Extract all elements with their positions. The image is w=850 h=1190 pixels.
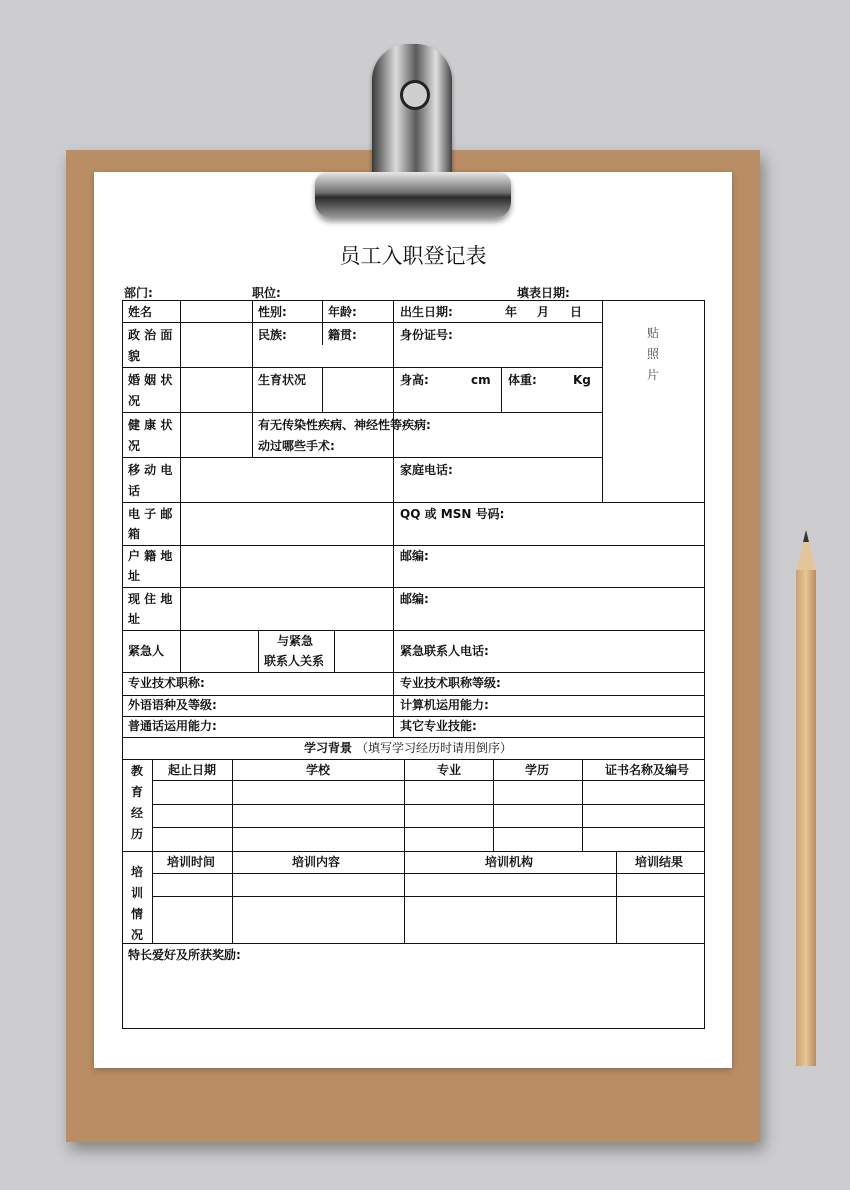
computer-label: 计算机运用能力:	[400, 698, 489, 712]
health-label: 况	[128, 439, 141, 453]
edu-col-header: 学校	[306, 763, 331, 777]
table-line	[232, 759, 233, 851]
relation-label: 与紧急	[277, 634, 314, 648]
hukou-label: 址	[128, 569, 141, 583]
table-line	[152, 759, 153, 943]
education-side-label: 育	[131, 785, 144, 799]
education-note: （填写学习经历时请用倒序）	[356, 741, 513, 755]
address-label: 现 住 地	[128, 592, 173, 606]
table-line	[322, 367, 323, 412]
zip-label: 邮编:	[400, 549, 429, 563]
relation-label: 联系人关系	[264, 654, 325, 668]
table-line	[404, 851, 405, 943]
training-side-label: 训	[131, 886, 144, 900]
training-side-label: 情	[131, 907, 144, 921]
language-label: 外语语种及等级:	[128, 698, 217, 712]
photo-label: 片	[647, 368, 660, 382]
table-line	[122, 367, 602, 368]
training-col-header: 培训机构	[485, 855, 534, 869]
training-col-header: 培训内容	[292, 855, 341, 869]
table-line	[122, 630, 705, 631]
email-label: 箱	[128, 527, 141, 541]
idcard-label: 身份证号:	[400, 328, 453, 342]
table-line	[122, 943, 705, 944]
weight-label: 体重:	[508, 373, 537, 387]
table-line	[258, 630, 259, 672]
surgery-label: 动过哪些手术:	[258, 439, 335, 453]
politics-label: 貌	[128, 349, 141, 363]
education-background-heading: 学习背景	[304, 741, 353, 755]
gender-label: 性别:	[258, 305, 287, 319]
table-line	[582, 759, 583, 851]
hukou-label: 户 籍 地	[128, 549, 173, 563]
position-label: 职位:	[252, 286, 281, 300]
table-line	[122, 322, 602, 323]
mobile-label: 话	[128, 484, 141, 498]
table-line	[501, 367, 502, 412]
emergency-phone-label: 紧急联系人电话:	[400, 644, 489, 658]
health-label: 健 康 状	[128, 418, 173, 432]
registration-table	[122, 300, 705, 1029]
table-line	[232, 851, 233, 943]
day-label: 日	[570, 305, 583, 319]
zip-label: 邮编:	[400, 592, 429, 606]
table-line	[180, 300, 181, 672]
email-label: 电 子 邮	[128, 507, 173, 521]
training-col-header: 培训时间	[167, 855, 216, 869]
photo-label: 贴	[647, 326, 660, 340]
table-line	[122, 457, 602, 458]
mobile-label: 移 动 电	[128, 463, 173, 477]
native-label: 籍贯:	[328, 328, 357, 342]
edu-col-header: 学历	[525, 763, 550, 777]
pencil-icon	[796, 530, 816, 1066]
table-line	[322, 300, 323, 345]
emergency-label: 紧急人	[128, 644, 165, 658]
table-line	[122, 412, 602, 413]
tech-title-label: 专业技术职称:	[128, 676, 205, 690]
binder-clip-handle	[372, 44, 452, 184]
home-phone-label: 家庭电话:	[400, 463, 453, 477]
table-line	[616, 851, 617, 943]
training-side-label: 况	[131, 928, 144, 942]
year-label: 年	[505, 305, 518, 319]
edu-col-header: 证书名称及编号	[605, 763, 690, 777]
table-line	[393, 300, 394, 737]
edu-col-header: 专业	[437, 763, 462, 777]
month-label: 月	[537, 305, 550, 319]
training-col-header: 培训结果	[635, 855, 684, 869]
marital-label: 况	[128, 394, 141, 408]
address-label: 址	[128, 612, 141, 626]
fill-date-label: 填表日期:	[517, 286, 570, 300]
table-line	[152, 827, 705, 828]
tech-level-label: 专业技术职称等级:	[400, 676, 501, 690]
cm-unit: cm	[471, 373, 491, 387]
mandarin-label: 普通话运用能力:	[128, 719, 217, 733]
table-line	[152, 873, 705, 874]
binder-clip	[315, 172, 511, 218]
table-line	[122, 502, 705, 503]
table-line	[334, 630, 335, 672]
edu-col-header: 起止日期	[168, 763, 217, 777]
politics-label: 政 治 面	[128, 328, 173, 342]
education-side-label: 经	[131, 806, 144, 820]
form-title: 员工入职登记表	[339, 244, 487, 268]
disease-label: 有无传染性疾病、神经性等疾病:	[258, 418, 431, 432]
fertility-label: 生育状况	[258, 373, 307, 387]
education-side-label: 历	[131, 827, 144, 841]
table-line	[493, 759, 494, 851]
table-line	[152, 804, 705, 805]
table-line	[152, 896, 705, 897]
training-side-label: 培	[131, 865, 144, 879]
age-label: 年龄:	[328, 305, 357, 319]
height-label: 身高:	[400, 373, 429, 387]
other-skill-label: 其它专业技能:	[400, 719, 477, 733]
hobby-label: 特长爱好及所获奖励:	[128, 948, 241, 962]
dept-label: 部门:	[124, 286, 153, 300]
birth-label: 出生日期:	[400, 305, 453, 319]
ethnic-label: 民族:	[258, 328, 287, 342]
marital-label: 婚 姻 状	[128, 373, 173, 387]
photo-label: 照	[647, 347, 660, 361]
binder-clip-hole	[400, 80, 430, 110]
education-side-label: 教	[131, 764, 144, 778]
table-line	[602, 300, 603, 502]
table-line	[122, 587, 705, 588]
kg-unit: Kg	[573, 373, 591, 387]
table-line	[252, 300, 253, 457]
qq-label: QQ 或 MSN 号码:	[400, 507, 505, 521]
name-label: 姓名	[128, 305, 153, 319]
table-line	[404, 759, 405, 851]
table-line	[152, 780, 705, 781]
